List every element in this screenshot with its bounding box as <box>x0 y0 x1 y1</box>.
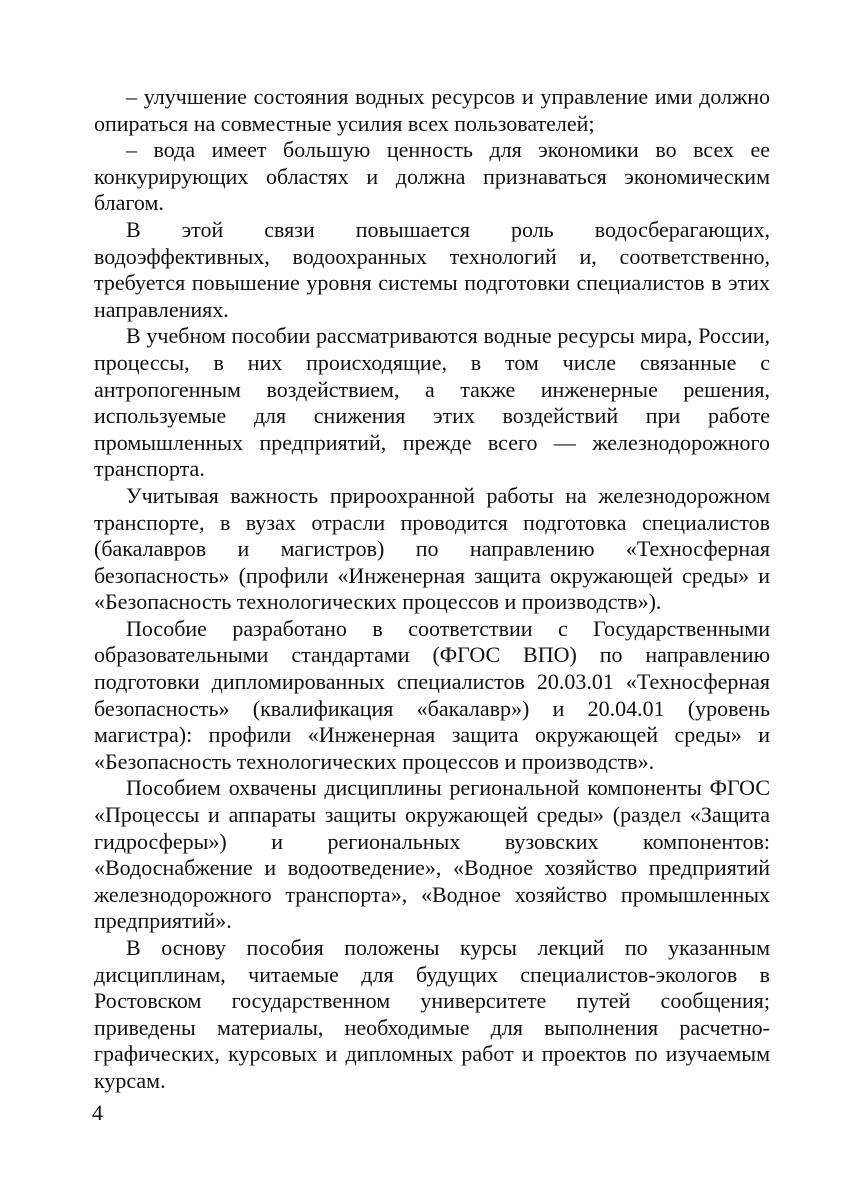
paragraph-5: Пособием охвачены дисциплины региональной компоненты ФГОС «Процессы и аппараты защиты окружающей среды» (раздел «Защита гидросферы») и региональных вузовских компонентов: «Водоснабжение и водоотведение», «Водное хозяйство предприятий железнодорожного транспорта», «Водное хозяйство промышленных предприятий». <box>94 775 770 934</box>
paragraph-4: Пособие разработано в соответствии с Государственными образовательными стандартами (ФГОС ВПО) по направлению подготовки дипломированных специалистов 20.03.01 «Техносферная безопасность» (квалификация «бакалавр») и 20.04.01 (уровень магистра): профили «Инженерная защита окружающей среды» и «Безопасность технологических процессов и производств». <box>94 615 770 774</box>
paragraph-2: В учебном пособии рассматриваются водные ресурсы мира, России, процессы, в них происходящие, в том числе связанные с антропогенным воздействием, а также инженерные решения, используемые для снижения этих воздействий при работе промышленных предприятий, прежде всего — железнодорожного транспорта. <box>94 323 770 482</box>
paragraph-6: В основу пособия положены курсы лекций по указанным дисциплинам, читаемые для будущих специалистов-экологов в Ростовском государственном университете путей сообщения; приведены материалы, необходимые для выполнения расчетно-графических, курсовых и дипломных работ и проектов по изучаемым курсам. <box>94 935 770 1093</box>
page-number: 4 <box>92 1100 103 1125</box>
body-text <box>94 84 770 1095</box>
paragraph-3: Учитывая важность прироохранной работы на железнодорожном транспорте, в вузах отрасли проводится подготовка специалистов (бакалавров и магистров) по направлению «Техносферная безопасность» (профили «Инженерная защита окружающей среды» и «Безопасность технологических процессов и производств»). <box>94 482 770 615</box>
paragraph-1: В этой связи повышается роль водосберагающих, водоэффективных, водоохранных технологий и, соответственно, требуется повышение уровня системы подготовки специалистов в этих направлениях. <box>94 216 770 322</box>
paragraph-bullet-1: – улучшение состояния водных ресурсов и управление ими должно опираться на совместные усилия всех пользователей; <box>94 84 770 136</box>
paragraph-bullet-2: – вода имеет большую ценность для экономики во всех ее конкурирующих областях и должна признаваться экономическим благом. <box>94 137 770 216</box>
